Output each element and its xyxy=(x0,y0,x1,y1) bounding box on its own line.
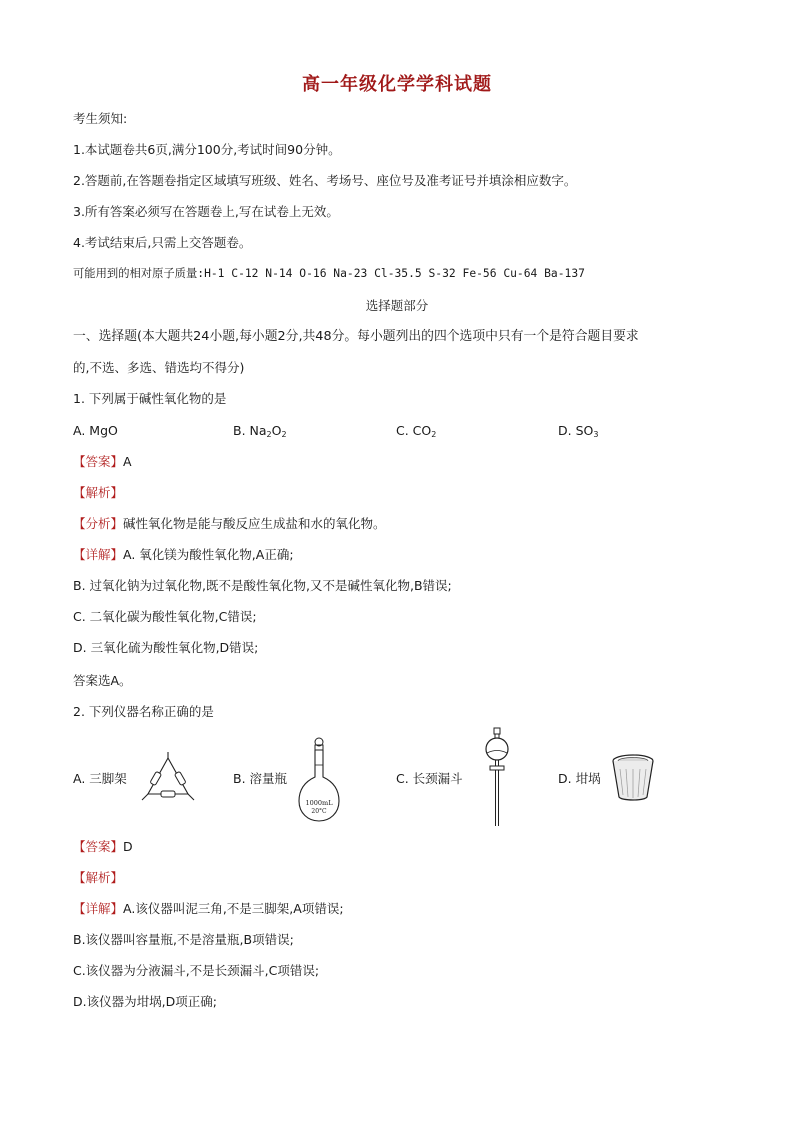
q2-analysis-label: 【解析】 xyxy=(73,870,124,885)
q2-option-a: A. 三脚架 xyxy=(73,771,127,786)
notice-item-3: 3.所有答案必须写在答题卷上,写在试卷上无效。 xyxy=(73,204,339,219)
notice-heading: 考生须知: xyxy=(73,111,128,126)
q1-analysis-label: 【解析】 xyxy=(73,485,124,500)
q1-option-d: D. $SO_3$ xyxy=(558,423,599,439)
q1-answer: 【答案】A xyxy=(73,454,132,469)
clay-triangle-icon xyxy=(140,752,196,804)
section-title: 选择题部分 xyxy=(365,298,429,313)
q1-fenxi: 【分析】碱性氧化物是能与酸反应生成盐和水的氧化物。 xyxy=(73,516,386,531)
q1-detail-3: C. 二氧化碳为酸性氧化物,C错误; xyxy=(73,609,257,624)
page-title: 高一年级化学学科试题 xyxy=(302,74,492,95)
q1-detail-4: D. 三氧化硫为酸性氧化物,D错误; xyxy=(73,640,259,655)
volumetric-flask-icon xyxy=(298,737,340,823)
instructions-line-1: 一、选择题(本大题共24小题,每小题2分,共48分。每小题列出的四个选项中只有一个是符合题目要求 xyxy=(73,329,639,344)
q2-detail-2: B.该仪器叫容量瓶,不是溶量瓶,B项错误; xyxy=(73,932,294,947)
instructions-line-2: 的,不选、多选、错选均不得分) xyxy=(73,360,245,375)
q1-option-c: C. $CO_2$ xyxy=(396,423,437,439)
q1-conclusion: 答案选A。 xyxy=(73,673,132,688)
q2-detail-4: D.该仪器为坩埚,D项正确; xyxy=(73,994,217,1009)
q2-detail-1: 【详解】A.该仪器叫泥三角,不是三脚架,A项错误; xyxy=(73,901,344,916)
q2-option-d: D. 坩埚 xyxy=(558,771,601,786)
q2-stem: 2. 下列仪器名称正确的是 xyxy=(73,704,214,719)
notice-item-1: 1.本试题卷共6页,满分100分,考试时间90分钟。 xyxy=(73,142,341,157)
q1-detail-1: 【详解】A. 氧化镁为酸性氧化物,A正确; xyxy=(73,547,294,562)
q1-stem: 1. 下列属于碱性氧化物的是 xyxy=(73,391,227,406)
notice-item-4: 4.考试结束后,只需上交答题卷。 xyxy=(73,235,252,250)
q1-detail-2: B. 过氧化钠为过氧化物,既不是酸性氧化物,又不是碱性氧化物,B错误; xyxy=(73,578,452,593)
flask-volume-label: 1000mL xyxy=(305,799,333,807)
flask-temp-label: 20°C xyxy=(311,808,327,815)
q2-answer: 【答案】D xyxy=(73,839,133,854)
q1-option-a: A. MgO xyxy=(73,423,118,438)
crucible-icon xyxy=(610,753,656,803)
q2-detail-3: C.该仪器为分液漏斗,不是长颈漏斗,C项错误; xyxy=(73,963,320,978)
separatory-funnel-icon xyxy=(482,728,512,828)
q2-option-c: C. 长颈漏斗 xyxy=(396,771,463,786)
q1-option-b: B. $Na_2O_2$ xyxy=(233,423,287,439)
atomic-mass-line: 可能用到的相对原子质量:H-1 C-12 N-14 O-16 Na-23 Cl-35.5 S-32 Fe-56 Cu-64 Ba-137 xyxy=(73,267,585,280)
q2-option-b: B. 溶量瓶 xyxy=(233,771,288,786)
notice-item-2: 2.答题前,在答题卷指定区域填写班级、姓名、考场号、座位号及准考证号并填涂相应数字。 xyxy=(73,173,577,188)
